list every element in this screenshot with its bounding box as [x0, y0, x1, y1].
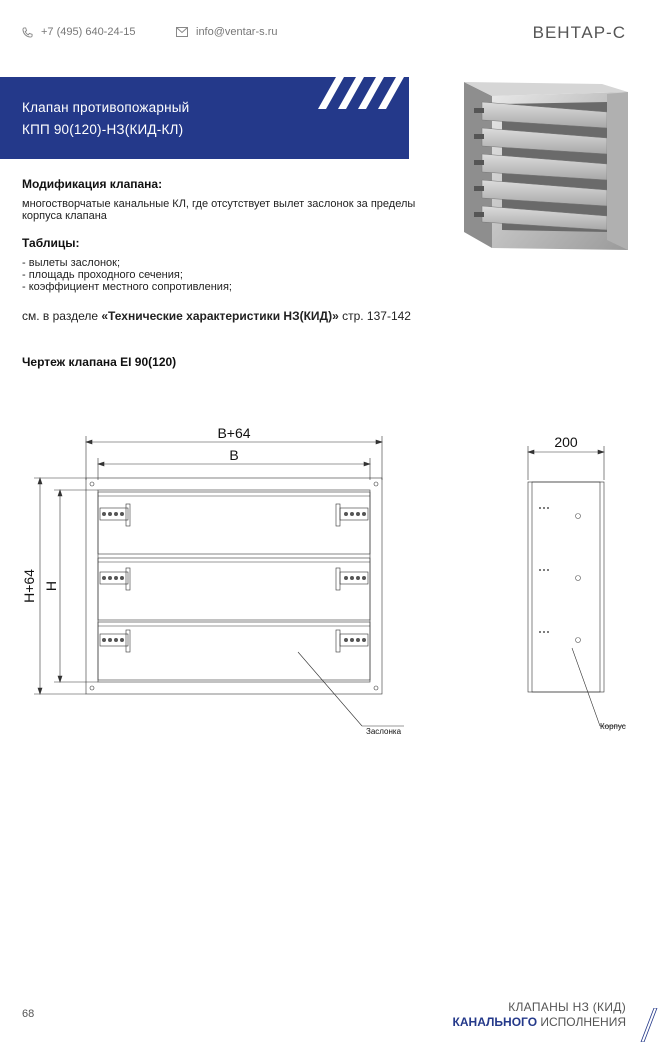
phone-contact[interactable]: [22, 26, 135, 38]
page-header: [0, 0, 659, 70]
banner-title-line1: Клапан противопожарный: [22, 100, 190, 115]
page-number: 68: [22, 1008, 35, 1020]
reference-prefix: см. в разделе: [22, 309, 102, 323]
reference-text: [22, 310, 542, 322]
reference-section-link[interactable]: «Технические характеристики НЗ(КИД)»: [101, 309, 339, 323]
dim-height-inner: H: [43, 580, 59, 592]
drawing-heading: Чертеж клапана EI 90(120): [22, 355, 177, 369]
dim-height-outer: H+64: [21, 569, 37, 603]
reference-pages: стр. 137-142: [338, 309, 411, 323]
brand-name: ВЕНТАР-С: [532, 23, 626, 42]
tables-list: [22, 257, 422, 293]
dim-width-inner: B: [229, 447, 239, 463]
modification-heading: Модификация клапана:: [22, 177, 163, 191]
email-contact[interactable]: [176, 26, 277, 38]
envelope-icon: [176, 27, 188, 37]
valve-product-image: [462, 82, 632, 262]
footer-title-line1: КЛАПАНЫ НЗ (КИД): [508, 1000, 626, 1014]
tables-list-item: - коэффициент местного сопротивления;: [22, 281, 232, 293]
slash-decoration: [640, 1008, 658, 1042]
dim-depth: 200: [554, 434, 578, 450]
tables-heading: Таблицы:: [22, 236, 80, 250]
footer-title-bold: КАНАЛЬНОГО: [452, 1015, 538, 1029]
phone-icon: [22, 27, 33, 38]
stripes-decoration: [318, 77, 409, 159]
footer-section-title: [453, 1000, 626, 1030]
label-blade: Заслонка: [366, 727, 402, 736]
phone-number: +7 (495) 640-24-15: [41, 26, 136, 38]
label-body: Корпус: [600, 722, 626, 731]
banner-title-line2: КПП 90(120)-НЗ(КИД-КЛ): [22, 122, 184, 137]
valve-technical-drawing: [0, 420, 659, 750]
modification-text: многостворчатые канальные КЛ, где отсутствует вылет заслонок за пределы корпуса клапана: [22, 198, 416, 222]
tables-list-item: - вылеты заслонок;: [22, 257, 121, 269]
footer-title-rest: ИСПОЛНЕНИЯ: [537, 1015, 626, 1029]
dim-width-outer: B+64: [217, 425, 251, 441]
title-banner: [0, 77, 409, 159]
banner-title: [22, 97, 189, 141]
email-address: info@ventar-s.ru: [196, 26, 278, 38]
tables-list-item: - площадь проходного сечения;: [22, 269, 183, 281]
footer-title-line2: [453, 1015, 626, 1030]
